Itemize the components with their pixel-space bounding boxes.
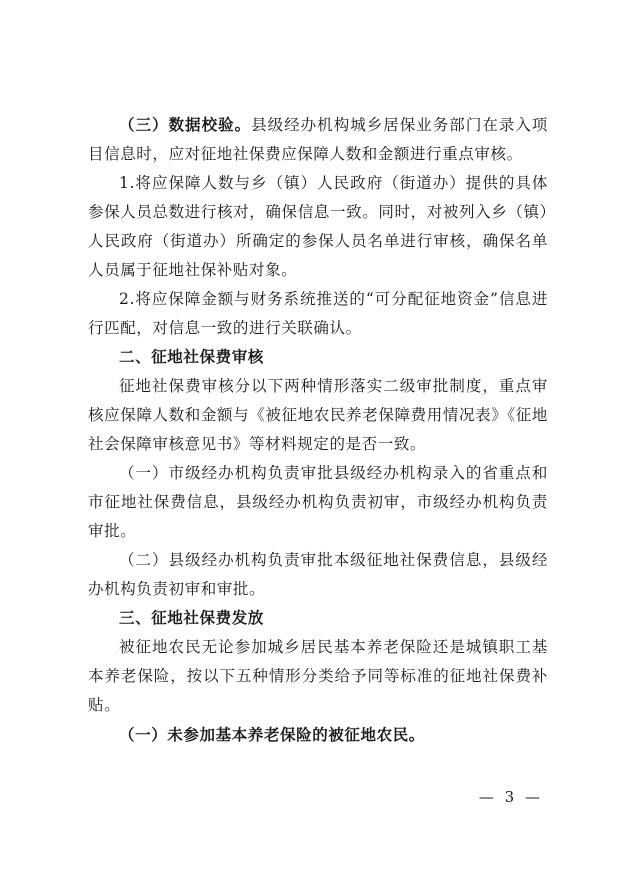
document-body [88,110,548,749]
page-number: — 3 — [478,788,543,806]
paragraph-3: 征地社保费审核分以下两种情形落实二级审批制度，重点审核应保障人数和金额与《被征地农民养老保障费用情况表》《征地社会保障审核意见书》等材料规定的是否一致。 [88,377,548,453]
paragraph-2: 2.将应保障金额与财务系统推送的“可分配征地资金”信息进行匹配，对信息一致的进行关联确认。 [88,290,548,337]
section-3-lead: （三）数据校验。 [119,115,252,134]
section-3-paragraph [88,110,548,169]
paragraph-5: （二）县级经办机构负责审批本级征地社保费信息，县级经办机构负责初审和审批。 [88,551,548,598]
paragraph-4: （一）市级经办机构负责审批县级经办机构录入的省重点和市征地社保费信息，县级经办机构负责初审，市级经办机构负责审批。 [88,464,548,540]
paragraph-6: 被征地农民无论参加城乡居民基本养老保险还是城镇职工基本养老保险，按以下五种情形分类给予同等标准的征地社保费补贴。 [88,638,548,714]
heading-3: 三、征地社保费发放 [119,609,264,627]
paragraph-1: 1.将应保障人数与乡（镇）人民政府（街道办）提供的具体参保人员总数进行核对，确保信息一致。同时，对被列入乡（镇）人民政府（街道办）所确定的参保人员名单进行审核，确保名单人员属于征地社保补贴对象。 [88,174,548,279]
section-3-text: 县级经办机构城乡居保业务部门在录入项目信息时，应对征地社保费应保障人数和金额进行重点审核。 [88,116,548,163]
heading-2: 二、征地社保费审核 [119,348,264,366]
paragraph-7: （一）未参加基本养老保险的被征地农民。 [119,725,425,744]
